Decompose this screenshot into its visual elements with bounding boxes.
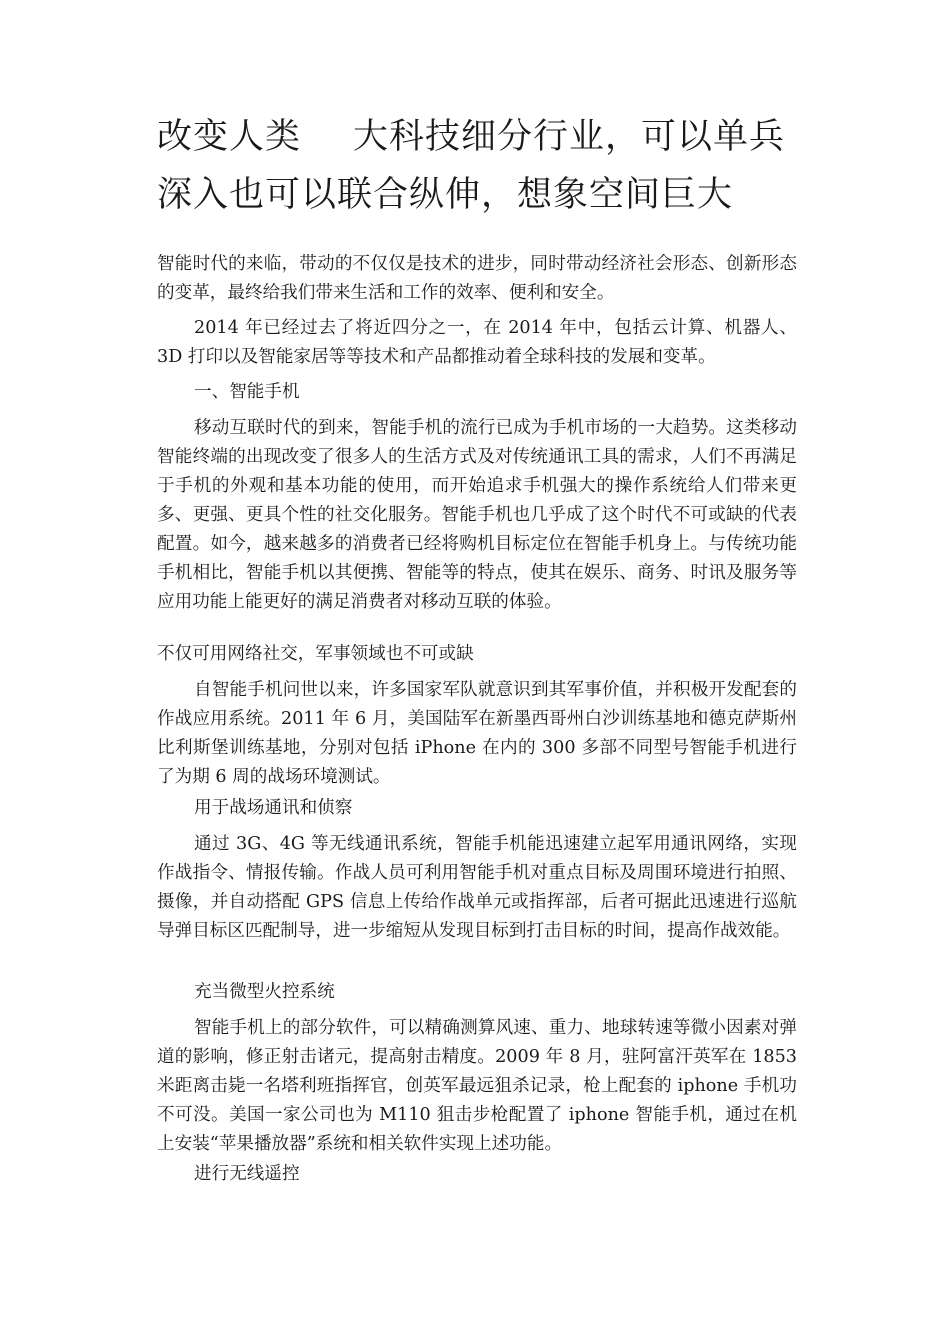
paragraph-2014: 2014 年已经过去了将近四分之一，在 2014 年中，包括云计算、机器人、3D 打印以及智能家居等等技术和产品都推动着全球科技的发展和变革。	[157, 318, 797, 367]
paragraph-fire-control: 智能手机上的部分软件，可以精确测算风速、重力、地球转速等微小因素对弹道的影响，修正射击诸元，提高射击精度。2009 年 8 月，驻阿富汗英军在 1853 米距离击毙一名塔利班指挥官，创英军最远狙杀记录，枪上配套的 iphone 手机功不可没。美国一家公司也为 M110 狙击步枪配置了 iphone 智能手机，通过在机上安装“苹果播放器”系统和相关软件实现上述功能。	[157, 1018, 797, 1154]
title-line2: 深入也可以联合纵伸，想象空间巨大	[157, 175, 734, 215]
subheading-remote-control: 进行无线遥控	[194, 1164, 300, 1184]
section-heading-smartphone: 一、智能手机	[194, 382, 300, 402]
paragraph-communication: 通过 3G、4G 等无线通讯系统，智能手机能迅速建立起军用通讯网络，实现作战指令、情报传输。作战人员可利用智能手机对重点目标及周围环境进行拍照、摄像，并自动搭配 GPS 信息上传给作战单元或指挥部，后者可据此迅速进行巡航导弹目标区匹配制导，进一步缩短从发现目标到打击目标的时间，提高作战效能。	[157, 834, 797, 941]
paragraph-military: 自智能手机问世以来，许多国家军队就意识到其军事价值，并积极开发配套的作战应用系统。2011 年 6 月，美国陆军在新墨西哥州白沙训练基地和德克萨斯州比利斯堡训练基地，分别对包括 iPhone 在内的 300 多部不同型号智能手机进行了为期 6 周的战场环境测试。	[157, 680, 797, 787]
document-title	[157, 108, 817, 224]
subheading-fire-control: 充当微型火控系统	[194, 982, 335, 1002]
paragraph-smartphone: 移动互联时代的到来，智能手机的流行已成为手机市场的一大趋势。这类移动智能终端的出现改变了很多人的生活方式及对传统通讯工具的需求，人们不再满足于手机的外观和基本功能的使用，而开始追求手机强大的操作系统给人们带来更多、更强、更具个性的社交化服务。智能手机也几乎成了这个时代不可或缺的代表配置。如今，越来越多的消费者已经将购机目标定位在智能手机身上。与传统功能手机相比，智能手机以其便携、智能等的特点，使其在娱乐、商务、时讯及服务等应用功能上能更好的满足消费者对移动互联的体验。	[157, 418, 797, 612]
subheading-military: 不仅可用网络社交，军事领域也不可或缺	[157, 644, 474, 664]
title-line1-part2: 大科技细分行业，可以单兵	[353, 117, 786, 157]
title-line1-part1: 改变人类	[157, 117, 302, 157]
subheading-communication: 用于战场通讯和侦察	[194, 798, 353, 818]
paragraph-intro: 智能时代的来临，带动的不仅仅是技术的进步，同时带动经济社会形态、创新形态的变革，最终给我们带来生活和工作的效率、便利和安全。	[157, 254, 797, 303]
